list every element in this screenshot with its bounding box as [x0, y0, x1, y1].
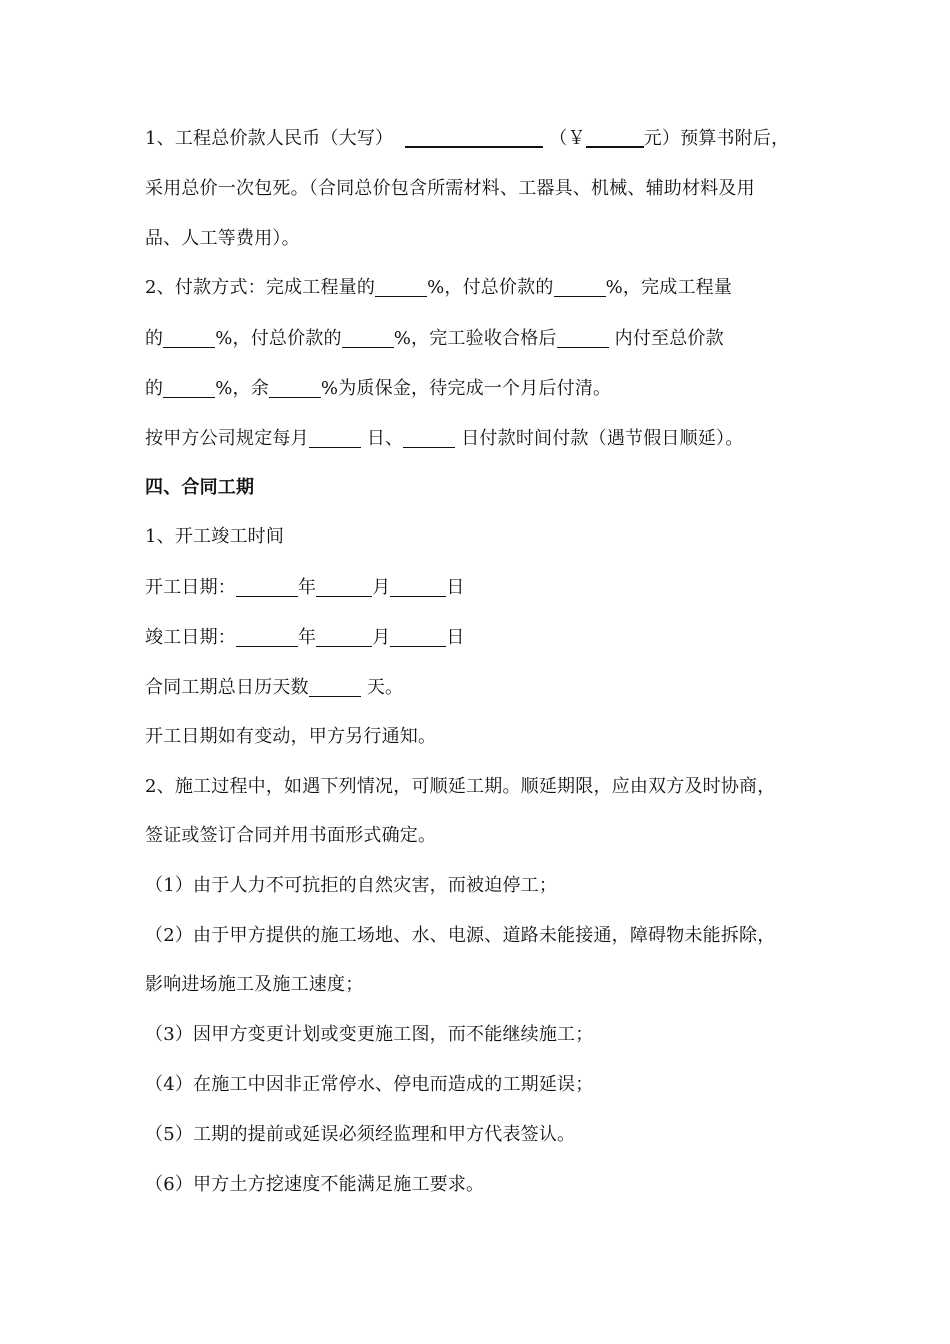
start-year-label: 年 [298, 577, 317, 598]
payment-line-1 [145, 273, 732, 303]
duration-label: 合同工期总日历天数 [145, 677, 309, 698]
blank-duration-days[interactable] [309, 676, 361, 697]
payment-text-h: 的 [145, 378, 164, 399]
text-line-9: 1、开工竣工时间 [145, 526, 285, 547]
payment-date-text-b: 日、 [366, 428, 404, 449]
list-item-3: （3）因甲方变更计划或变更施工图，而不能继续施工； [145, 1024, 594, 1045]
payment-date-text-a: 按甲方公司规定每月 [145, 428, 309, 449]
payment-text-e: %，付总价款的 [215, 328, 342, 349]
payment-date-text-c: 日付款时间付款（遇节假日顺延）。 [461, 428, 744, 449]
text-line-2: 采用总价一次包死。（合同总价包含所需材料、工器具、机械、辅助材料及用 [145, 178, 755, 199]
blank-end-day[interactable] [390, 626, 446, 647]
blank-end-year[interactable] [236, 626, 298, 647]
end-month-label: 月 [372, 627, 391, 648]
blank-start-day[interactable] [390, 576, 446, 597]
blank-day-1[interactable] [309, 427, 361, 448]
payment-line-2 [145, 324, 724, 354]
end-day-label: 日 [446, 627, 465, 648]
blank-percent-1[interactable] [375, 276, 427, 297]
end-year-label: 年 [298, 627, 317, 648]
duration-unit: 天。 [366, 677, 404, 698]
duration-line [145, 673, 403, 703]
payment-date-line [145, 424, 743, 454]
payment-text-g: 内付至总价款 [614, 328, 724, 349]
price-text-a: 1、工程总价款人民币（大写） [145, 128, 394, 149]
price-line [145, 124, 789, 154]
list-item-4: （4）在施工中因非正常停水、停电而造成的工期延误； [145, 1074, 594, 1095]
blank-amount-number[interactable] [586, 126, 644, 148]
payment-text-b: %，付总价款的 [427, 277, 554, 298]
start-date-line [145, 573, 465, 603]
section-heading: 四、合同工期 [145, 477, 255, 498]
blank-percent-2[interactable] [554, 276, 606, 297]
list-item-2: （2）由于甲方提供的施工场地、水、电源、道路未能接通，障碍物未能拆除， [145, 925, 776, 946]
blank-percent-6[interactable] [269, 377, 321, 398]
payment-text-a: 2、付款方式：完成工程量的 [145, 277, 376, 298]
payment-text-c: %，完成工程量 [605, 277, 733, 298]
payment-text-i: %，余 [215, 378, 269, 399]
start-date-label: 开工日期： [145, 577, 236, 598]
blank-amount-words[interactable] [405, 126, 543, 148]
list-item-2-continued: 影响进场施工及施工速度； [145, 974, 364, 995]
payment-line-3 [145, 374, 611, 404]
payment-text-d: 的 [145, 328, 164, 349]
end-date-label: 竣工日期： [145, 627, 236, 648]
blank-percent-5[interactable] [163, 377, 215, 398]
price-text-b: （￥ [549, 128, 586, 149]
list-item-6: （6）甲方土方挖速度不能满足施工要求。 [145, 1174, 485, 1195]
blank-period[interactable] [557, 327, 609, 348]
start-month-label: 月 [372, 577, 391, 598]
end-date-line [145, 623, 465, 653]
text-line-3: 品、人工等费用）。 [145, 228, 300, 249]
blank-end-month[interactable] [316, 626, 372, 647]
list-item-5: （5）工期的提前或延误必须经监理和甲方代表签认。 [145, 1124, 576, 1145]
blank-start-month[interactable] [316, 576, 372, 597]
start-day-label: 日 [446, 577, 465, 598]
blank-day-2[interactable] [403, 427, 455, 448]
blank-percent-4[interactable] [342, 327, 394, 348]
list-item-1: （1）由于人力不可抗拒的自然灾害，而被迫停工； [145, 875, 558, 896]
blank-percent-3[interactable] [163, 327, 215, 348]
price-text-c: 元）预算书附后， [643, 128, 790, 149]
text-line-15: 签证或签订合同并用书面形式确定。 [145, 825, 437, 846]
blank-start-year[interactable] [236, 576, 298, 597]
payment-text-j: %为质保金，待完成一个月后付清。 [320, 378, 612, 399]
text-line-13: 开工日期如有变动，甲方另行通知。 [145, 726, 437, 747]
payment-text-f: %，完工验收合格后 [393, 328, 557, 349]
text-line-14: 2、施工过程中，如遇下列情况，可顺延工期。顺延期限，应由双方及时协商， [145, 776, 776, 797]
